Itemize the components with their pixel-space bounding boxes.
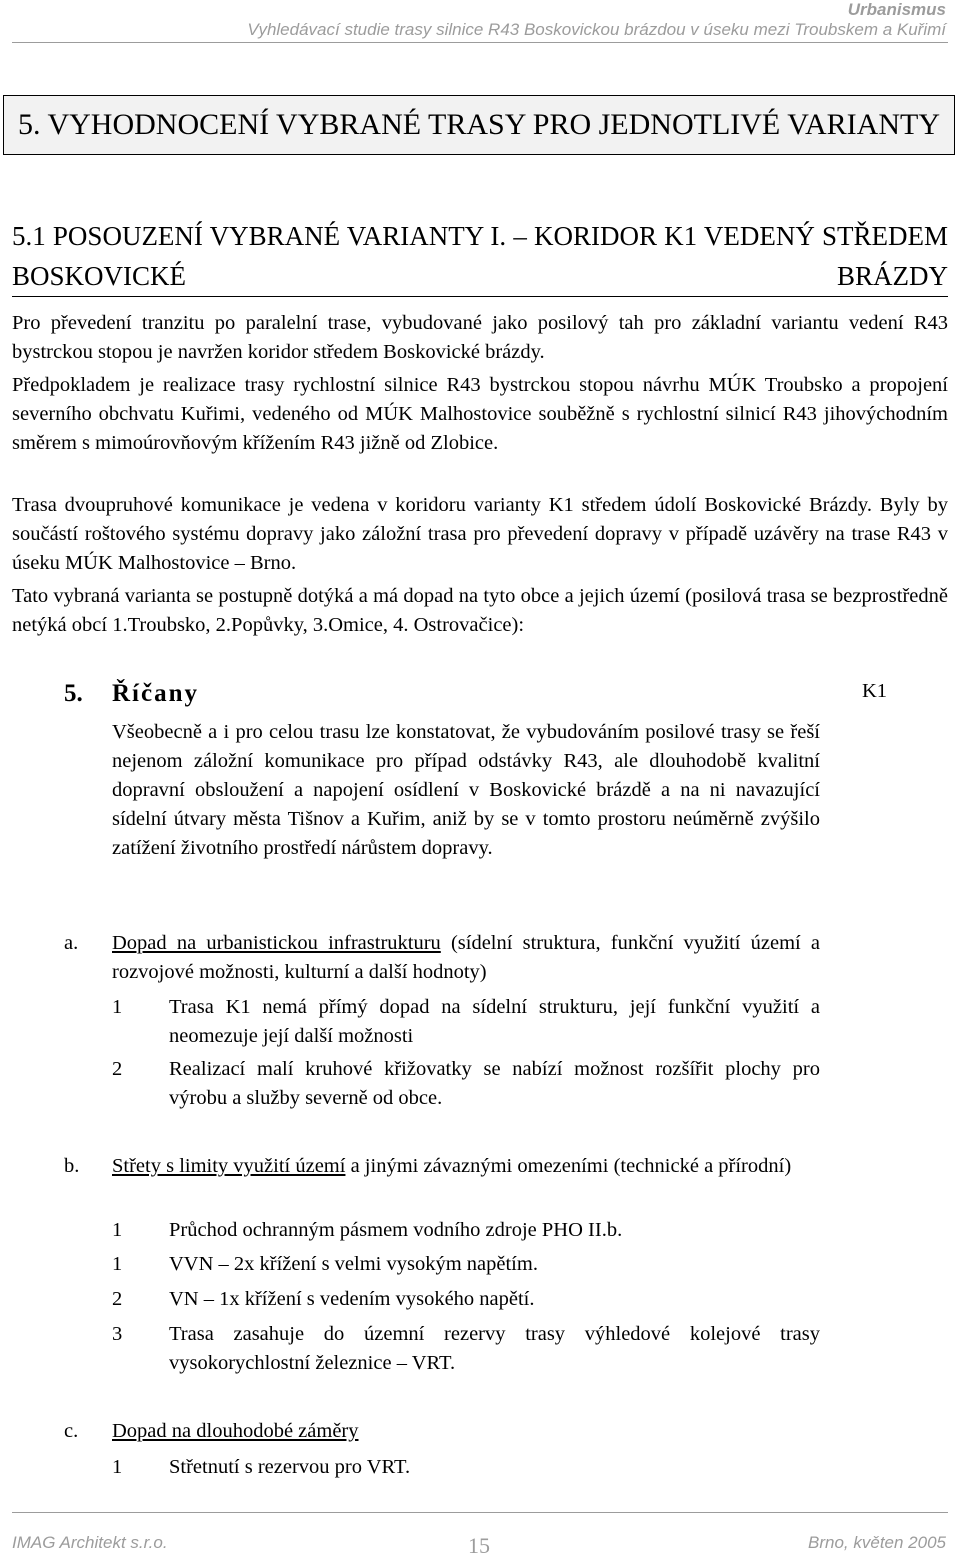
section-b-item-2-text: VVN – 2x křížení s velmi vysokým napětím.: [169, 1253, 538, 1275]
section-a-item-1-number: 1: [112, 996, 123, 1018]
town-number: 5.: [64, 680, 83, 707]
section-a-heading: [112, 929, 820, 987]
section-a-item-1-text: Trasa K1 nemá přímý dopad na sídelní strukturu, její funkční využití a neomezuje její další možnosti: [169, 996, 820, 1047]
section-b-item-1-text: Průchod ochranným pásmem vodního zdroje PHO II.b.: [169, 1219, 623, 1241]
section-b-item-1-number: 1: [112, 1219, 123, 1241]
section-b-heading-title: Střety s limity využití území: [112, 1155, 346, 1177]
paragraph-route: Trasa dvoupruhové komunikace je vedena v koridoru varianty K1 středem údolí Boskovické Brázdy. Byly by součástí roštového systému dopravy jako záložní trasa pro převedení dopravy v případě uzávěry na trase R43 v úseku MÚK Malhostovice – Brno.: [12, 494, 948, 574]
section-b-item-4-text: Trasa zasahuje do územní rezervy trasy výhledové kolejové trasy vysokorychlostní železnice – VRT.: [169, 1323, 820, 1374]
section-divider: [12, 296, 948, 297]
section-b-item-2-number: 1: [112, 1253, 123, 1275]
town-description: Všeobecně a i pro celou trasu lze konstatovat, že vybudováním posilové trasy se řeší nejenom záložní komunikace pro případ odstávky R43, ale dlouhodobě kvalitní dopravní obsloužení a napojení osídlení v Boskovické brázdě a na ni navazující sídelní útvary města Tišnov a Kuřim, aniž by se v tomto prostoru neúměrně zvýšilo zatížení životního prostředí nárůstem dopravy.: [112, 721, 820, 859]
section-b-item-3-number: 2: [112, 1288, 123, 1310]
footer-company: IMAG Architekt s.r.o.: [12, 1533, 168, 1552]
paragraph-intro: Pro převedení tranzitu po paralelní trase, vybudované jako posilový tah pro základní variantu vedení R43 bystrckou stopou je navržen koridor středem Boskovické brázdy.: [12, 312, 948, 363]
footer-divider: [12, 1512, 948, 1513]
section-b-item-4-number: 3: [112, 1323, 123, 1345]
header-subtitle: Vyhledávací studie trasy silnice R43 Boskovickou brázdou v úseku mezi Troubskem a Kuřimí: [247, 20, 946, 39]
chapter-title: 5. VYHODNOCENÍ VYBRANÉ TRASY PRO JEDNOTLIVÉ VARIANTY: [18, 108, 940, 141]
town-corridor: K1: [862, 680, 888, 702]
section-b-letter: b.: [64, 1155, 80, 1177]
section-c-heading-title: Dopad na dlouhodobé záměry: [112, 1420, 359, 1442]
header-category: Urbanismus: [847, 0, 946, 19]
section-a-heading-title: Dopad na urbanistickou infrastrukturu: [112, 932, 441, 954]
chapter-box: [3, 95, 955, 155]
section-a-letter: a.: [64, 932, 79, 954]
section-b-heading: [112, 1152, 820, 1181]
section-b-heading-note: a jinými závaznými omezeními (technické a přírodní): [345, 1155, 792, 1177]
footer-place-date: Brno, květen 2005: [808, 1533, 946, 1552]
section-c-letter: c.: [64, 1420, 79, 1442]
paragraph-assumption: Předpokladem je realizace trasy rychlostní silnice R43 bystrckou stopou návrhu MÚK Troubsko a propojení severního obchvatu Kuřimi, vedeného od MÚK Malhostovice souběžně s rychlostní silnicí R43 jihovýchodním směrem s mimoúrovňovým křížením R43 jižně od Zlobice.: [12, 374, 948, 454]
section-c-heading: [112, 1417, 820, 1446]
paragraph-impact: Tato vybraná varianta se postupně dotýká a má dopad na tyto obce a jejich území (posilová trasa se bezprostředně netýká obcí 1.Troubsko, 2.Popůvky, 3.Omice, 4. Ostrovačice):: [12, 585, 948, 636]
section-c-item-1-number: 1: [112, 1456, 123, 1478]
town-name: Říčany: [112, 680, 199, 707]
section-a-item-2-number: 2: [112, 1058, 123, 1080]
section-b-item-3-text: VN – 1x křížení s vedením vysokého napětí.: [169, 1288, 535, 1310]
footer-page-number: 15: [468, 1533, 490, 1558]
section-title: 5.1 POSOUZENÍ VYBRANÉ VARIANTY I. – KORIDOR K1 VEDENÝ STŘEDEM BOSKOVICKÉ BRÁZDY: [12, 221, 948, 291]
section-c-item-1-text: Střetnutí s rezervou pro VRT.: [169, 1456, 411, 1478]
section-a-item-2-text: Realizací malí kruhové křižovatky se nabízí možnost rozšířit plochy pro výrobu a služby severně od obce.: [169, 1058, 820, 1109]
section-a-heading-note: (sídelní struktura, funkční využití území a rozvojové možnosti, kulturní a další hodnoty): [112, 932, 820, 983]
header-divider: [12, 42, 948, 43]
